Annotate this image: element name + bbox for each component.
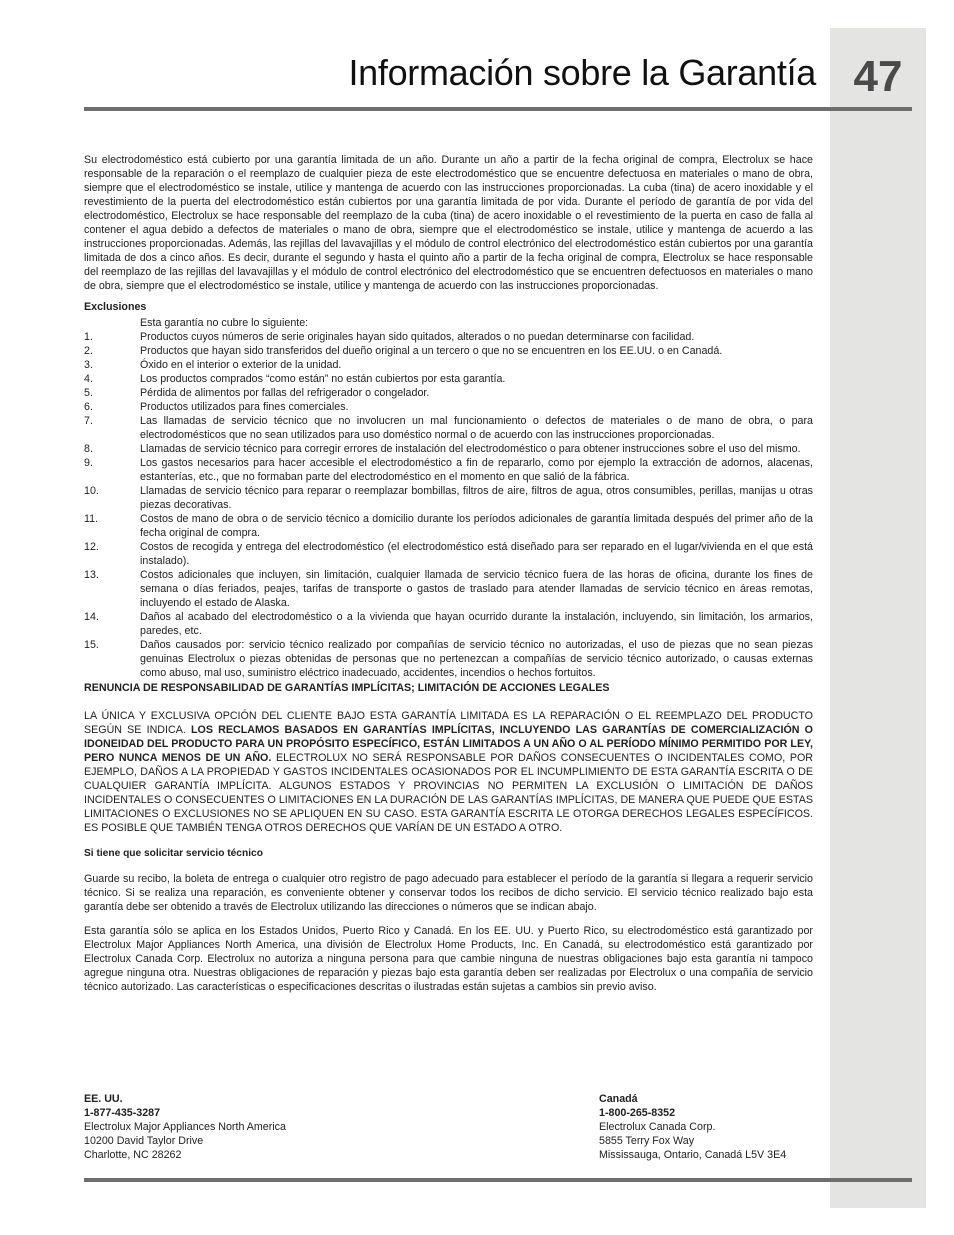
header-divider	[84, 107, 912, 111]
exclusion-item	[84, 568, 813, 610]
exclusion-text: Daños al acabado del electrodoméstico o a la vivienda que hayan ocurrido durante la instalación, incluyendo, sin limitación, los armarios, paredes, etc.	[140, 611, 813, 637]
exclusion-item	[84, 610, 813, 638]
exclusion-item	[84, 358, 813, 372]
exclusion-number: 6.	[84, 401, 93, 413]
exclusion-item	[84, 512, 813, 540]
exclusion-item	[84, 442, 813, 456]
contact-us-company: Electrolux Major Appliances North America	[84, 1121, 286, 1133]
disclaimer-heading: RENUNCIA DE RESPONSABILIDAD DE GARANTÍAS IMPLÍCITAS; LIMITACIÓN DE ACCIONES LEGALES	[84, 682, 610, 694]
disclaimer-text-part1: LA ÚNICA Y EXCLUSIVA OPCIÓN DEL CLIENTE BAJO ESTA GARANTÍA LIMITADA ES LA REPARACIÓN O EL REEMPLAZO DEL PRODUCTO SEGÚN SE INDICA.	[84, 710, 813, 736]
contact-canada-country: Canadá	[599, 1093, 638, 1105]
service-paragraph: Guarde su recibo, la boleta de entrega o cualquier otro registro de pago adecuado para establecer el período de la garantía si llegara a requerir servicio técnico. Si se realiza una reparación, es conveniente obtener y conservar todos los recibos de dicho servicio. El servicio técnico realizado bajo esta garantía debe ser obtenido a través de Electrolux utilizando las direcciones o números que se indican abajo.	[84, 873, 813, 913]
exclusion-number: 14.	[84, 611, 99, 623]
contact-us-city: Charlotte, NC 28262	[84, 1149, 182, 1161]
exclusion-number: 9.	[84, 457, 93, 469]
exclusion-item	[84, 372, 813, 386]
exclusion-text: Los productos comprados “como están” no están cubiertos por esta garantía.	[140, 373, 506, 385]
exclusion-number: 3.	[84, 359, 93, 371]
exclusion-number: 11.	[84, 513, 99, 525]
contact-us-phone: 1-877-435-3287	[84, 1107, 161, 1119]
exclusions-list	[84, 330, 813, 680]
exclusion-number: 1.	[84, 331, 93, 343]
exclusion-number: 10.	[84, 485, 99, 497]
footer-divider	[84, 1178, 912, 1182]
contact-canada-street: 5855 Terry Fox Way	[599, 1135, 695, 1147]
coverage-paragraph: Esta garantía sólo se aplica en los Estados Unidos, Puerto Rico y Canadá. En los EE. UU. y Puerto Rico, su electrodoméstico está garantizado por Electrolux Major Appliances North America, una división de Electrolux Home Products, Inc. En Canadá, su electrodoméstico está garantizado por Electrolux Canada Corp. Electrolux no autoriza a ninguna persona para que cambie ninguna de nuestras obligaciones bajo esta garantía ni tampoco agregue ninguna otra. Nuestras obligaciones de reparación y piezas bajo esta garantía deben ser realizadas por Electrolux o una compañía de servicio técnico autorizado. Las características o especificaciones descritas o ilustradas están sujetas a cambios sin previo aviso.	[84, 925, 813, 993]
exclusion-number: 15.	[84, 639, 99, 651]
exclusion-text: Costos de recogida y entrega del electrodoméstico (el electrodoméstico está diseñado para ser reparado en el lugar/vivienda en el que está instalado).	[140, 541, 813, 567]
exclusions-intro: Esta garantía no cubre lo siguiente:	[140, 317, 309, 329]
exclusion-number: 2.	[84, 345, 93, 357]
exclusion-text: Llamadas de servicio técnico para corregir errores de instalación del electrodoméstico o para obtener instrucciones sobre el uso del mismo.	[140, 443, 801, 455]
disclaimer-paragraph	[84, 709, 813, 835]
exclusion-number: 12.	[84, 541, 99, 553]
exclusion-text: Costos de mano de obra o de servicio técnico a domicilio durante los períodos adicionales de garantía limitada después del primer año de la fecha original de compra.	[140, 513, 813, 539]
contact-canada	[599, 1092, 786, 1162]
exclusion-text: Los gastos necesarios para hacer accesible el electrodoméstico a fin de repararlo, como por ejemplo la extracción de adornos, alacenas, estanterías, etc., que no formaban parte del electrodoméstico en el momento en que salió de la fábrica.	[140, 457, 813, 483]
exclusion-number: 7.	[84, 415, 93, 427]
exclusion-item	[84, 638, 813, 680]
exclusion-number: 4.	[84, 373, 93, 385]
exclusion-number: 5.	[84, 387, 93, 399]
page-number: 47	[853, 52, 903, 101]
contact-canada-company: Electrolux Canada Corp.	[599, 1121, 716, 1133]
contact-us	[84, 1092, 286, 1162]
exclusion-text: Llamadas de servicio técnico para reparar o reemplazar bombillas, filtros de aire, filtros de agua, otros consumibles, perillas, manijas u otras piezas decorativas.	[140, 485, 813, 511]
exclusion-number: 13.	[84, 569, 99, 581]
warranty-body	[84, 153, 813, 994]
exclusion-item	[84, 414, 813, 442]
exclusion-item	[84, 484, 813, 512]
exclusion-text: Productos que hayan sido transferidos del dueño original a un tercero o que no se encuentren en los EE.UU. o en Canadá.	[140, 345, 723, 357]
exclusions-heading: Exclusiones	[84, 301, 147, 313]
disclaimer-text-part2: ELECTROLUX NO SERÁ RESPONSABLE POR DAÑOS CONSECUENTES O INCIDENTALES COMO, POR EJEMPLO, DAÑOS A LA PROPIEDAD Y GASTOS INCIDENTALES OCASIONADOS POR EL INCUMPLIMIENTO DE ESTA GARANTÍA ESCRITA O DE CUALQUIER GARANTÍA IMPLÍCITA. ALGUNOS ESTADOS Y PROVINCIAS NO PERMITEN LA EXCLUSIÓN O LIMITACIÓN DE DAÑOS INCIDENTALES O CONSECUENTES O LIMITACIONES EN LA DURACIÓN DE LAS GARANTÍAS IMPLÍCITAS, DE MANERA QUE PUEDE QUE ESTAS LIMITACIONES O EXCLUSIONES NO SE APLIQUEN EN SU CASO. ESTA GARANTÍA ESCRITA LE OTORGA DERECHOS LEGALES ESPECÍFICOS. ES POSIBLE QUE TAMBIÉN TENGA OTROS DERECHOS QUE VARÍAN DE UN ESTADO A OTRO.	[84, 752, 814, 834]
exclusion-item	[84, 344, 813, 358]
side-tab-strip	[830, 28, 926, 1208]
disclaimer-text-bold: LOS RECLAMOS BASADOS EN GARANTÍAS IMPLÍCITAS, INCLUYENDO LAS GARANTÍAS DE COMERCIALIZACIÓN O IDONEIDAD DEL PRODUCTO PARA UN PROPÓSITO ESPECÍFICO, ESTÁN LIMITADOS A UN AÑO O AL PERÍODO MÍNIMO PERMITIDO POR LEY, PERO NUNCA MENOS DE UN AÑO.	[84, 724, 813, 764]
exclusion-item	[84, 400, 813, 414]
exclusion-item	[84, 540, 813, 568]
exclusion-text: Las llamadas de servicio técnico que no involucren un mal funcionamiento o defectos de materiales o de mano de obra, o para electrodomésticos que no sean utilizados para uso doméstico normal o de acuerdo con las instrucciones proporcionadas.	[140, 415, 813, 441]
exclusion-item	[84, 456, 813, 484]
exclusion-item	[84, 386, 813, 400]
contact-canada-city: Mississauga, Ontario, Canadá L5V 3E4	[599, 1149, 787, 1161]
page-title: Información sobre la Garantía	[348, 52, 816, 93]
exclusion-text: Óxido en el interior o exterior de la unidad.	[140, 359, 342, 371]
service-heading: Si tiene que solicitar servicio técnico	[84, 848, 263, 859]
exclusion-text: Daños causados por: servicio técnico realizado por compañías de servicio técnico no autorizadas, el uso de piezas que no sean piezas genuinas Electrolux o piezas obtenidas de personas que no pertenezcan a compañías de servicio técnico autorizado, o causas externas como abuso, mal uso, suministro eléctrico inadecuado, accidentes, incendios o hechos fortuitos.	[140, 639, 813, 679]
exclusion-text: Costos adicionales que incluyen, sin limitación, cualquier llamada de servicio técnico fuera de las horas de oficina, durante los fines de semana o días feriados, peajes, tarifas de transporte o gastos de traslado para atender llamadas de servicio técnico en áreas remotas, incluyendo el estado de Alaska.	[140, 569, 813, 609]
contact-us-country: EE. UU.	[84, 1093, 123, 1105]
contact-canada-phone: 1-800-265-8352	[599, 1107, 676, 1119]
warranty-intro-paragraph: Su electrodoméstico está cubierto por una garantía limitada de un año. Durante un año a partir de la fecha original de compra, Electrolux se hace responsable de la reparación o el reemplazo de cualquier pieza de este electrodoméstico que se encuentre defectuosa en materiales o mano de obra, siempre que el electrodoméstico se instale, utilice y mantenga de acuerdo con las instrucciones proporcionadas. La cuba (tina) de acero inoxidable y el revestimiento de la puerta del electrodoméstico están cubiertos por una garantía limitada de por vida. Durante el período de garantía de por vida del electrodoméstico, Electrolux se hace responsable del reemplazo de la cuba (tina) de acero inoxidable o el revestimiento de la puerta en caso de falla al contener el agua debido a defectos de materiales o mano de obra, siempre que el electrodoméstico se instale, utilice y mantenga de acuerdo a las instrucciones proporcionadas. Además, las rejillas del lavavajillas y el módulo de control electrónico del electrodoméstico están cubiertos por una garantía limitada de dos a cinco años. Es decir, durante el segundo y hasta el quinto año a partir de la fecha original de compra, Electrolux se hace responsable del reemplazo de las rejillas del lavavajillas y el módulo de control electrónico del electrodoméstico que se encuentren defectuosos en materiales o mano de obra, siempre que el electrodoméstico se instale, utilice y mantenga de acuerdo con las instrucciones proporcionadas.	[84, 154, 813, 292]
exclusion-text: Pérdida de alimentos por fallas del refrigerador o congelador.	[140, 387, 430, 399]
exclusion-text: Productos cuyos números de serie originales hayan sido quitados, alterados o no puedan determinarse con facilidad.	[140, 331, 695, 343]
exclusion-item	[84, 330, 813, 344]
exclusion-text: Productos utilizados para fines comerciales.	[140, 401, 349, 413]
exclusion-number: 8.	[84, 443, 93, 455]
contact-block	[84, 1092, 813, 1166]
contact-us-street: 10200 David Taylor Drive	[84, 1135, 204, 1147]
